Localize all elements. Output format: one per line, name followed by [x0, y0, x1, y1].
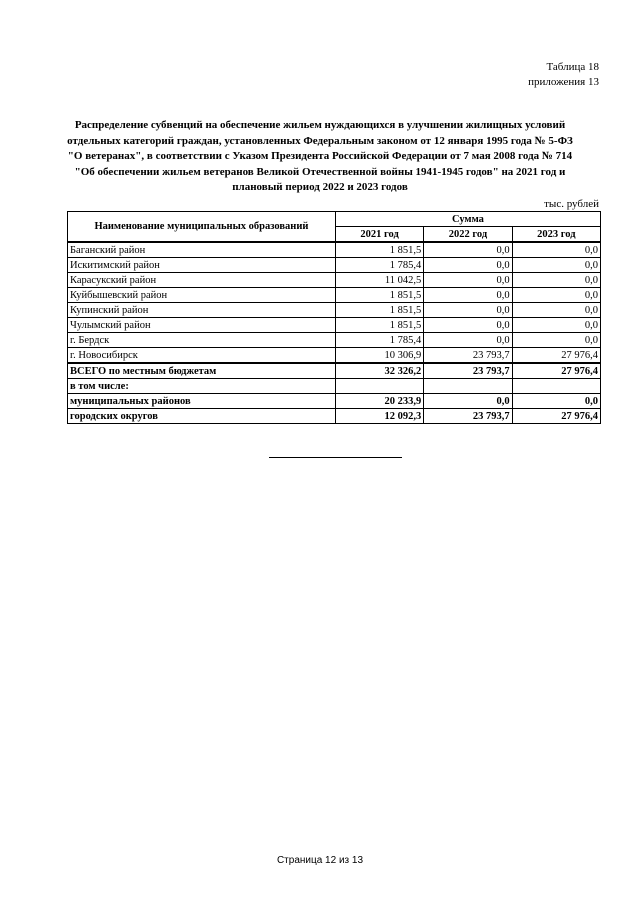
- table-row: [68, 273, 601, 288]
- total-label: ВСЕГО по местным бюджетам: [68, 363, 336, 379]
- value-2021: 1 851,5: [335, 288, 423, 303]
- sum-column-header: Сумма: [335, 212, 600, 227]
- table-row: [68, 242, 601, 258]
- municipality-name: Искитимский район: [68, 258, 336, 273]
- value-2021: 1 785,4: [335, 333, 423, 348]
- value-2023: 0,0: [512, 333, 600, 348]
- value-2023: 27 976,4: [512, 348, 600, 364]
- document-title: Распределение субвенций на обеспечение жильем нуждающихся в улучшении жилищных условий отдельных категорий граждан, установленных Федеральным законом от 12 января 1995 года № 5-ФЗ "О ветеранах", в соответствии с Указом Президента Российской Федерации от 7 мая 2008 года № 714 "Об обеспечении жильем ветеранов Великой Отечественной войны 1941-1945 годов" на 2021 год и плановый период 2022 и 2023 годов: [67, 119, 573, 193]
- value-2023: 0,0: [512, 303, 600, 318]
- municipal-2021: 20 233,9: [335, 394, 423, 409]
- empty-cell: [424, 379, 512, 394]
- including-label: в том числе:: [68, 379, 336, 394]
- value-2022: 0,0: [424, 303, 512, 318]
- municipality-name: Купинский район: [68, 303, 336, 318]
- value-2022: 0,0: [424, 288, 512, 303]
- value-2023: 0,0: [512, 273, 600, 288]
- value-2022: 0,0: [424, 273, 512, 288]
- municipality-name: г. Новосибирск: [68, 348, 336, 364]
- including-row: [68, 379, 601, 394]
- table-row: [68, 333, 601, 348]
- value-2021: 1 851,5: [335, 303, 423, 318]
- table-number: Таблица 18: [546, 61, 599, 73]
- separator-line: [269, 457, 402, 458]
- total-2021: 32 326,2: [335, 363, 423, 379]
- value-2022: 0,0: [424, 258, 512, 273]
- appendix-number: приложения 13: [528, 76, 599, 88]
- value-2021: 1 851,5: [335, 242, 423, 258]
- total-2023: 27 976,4: [512, 363, 600, 379]
- year-2023-header: 2023 год: [512, 227, 600, 243]
- empty-cell: [512, 379, 600, 394]
- municipal-districts-label: муниципальных районов: [68, 394, 336, 409]
- municipality-name: Карасукский район: [68, 273, 336, 288]
- municipality-name: г. Бердск: [68, 333, 336, 348]
- urban-districts-row: [68, 409, 601, 424]
- value-2021: 11 042,5: [335, 273, 423, 288]
- value-2023: 0,0: [512, 242, 600, 258]
- municipality-name: Чулымский район: [68, 318, 336, 333]
- year-2021-header: 2021 год: [335, 227, 423, 243]
- value-2023: 0,0: [512, 288, 600, 303]
- municipal-districts-row: [68, 394, 601, 409]
- subsidy-table: [67, 211, 601, 424]
- table-row: [68, 348, 601, 364]
- value-2022: 0,0: [424, 242, 512, 258]
- table-row: [68, 303, 601, 318]
- total-row: [68, 363, 601, 379]
- value-2021: 1 785,4: [335, 258, 423, 273]
- municipal-2023: 0,0: [512, 394, 600, 409]
- urban-2023: 27 976,4: [512, 409, 600, 424]
- value-2022: 0,0: [424, 318, 512, 333]
- municipal-2022: 0,0: [424, 394, 512, 409]
- urban-2021: 12 092,3: [335, 409, 423, 424]
- municipality-column-header: Наименование муниципальных образований: [68, 212, 336, 243]
- municipality-name: Куйбышевский район: [68, 288, 336, 303]
- table-caption: [528, 60, 599, 90]
- value-2023: 0,0: [512, 258, 600, 273]
- urban-districts-label: городских округов: [68, 409, 336, 424]
- table-row: [68, 258, 601, 273]
- value-2022: 0,0: [424, 333, 512, 348]
- value-2021: 10 306,9: [335, 348, 423, 364]
- page-number: Страница 12 из 13: [276, 855, 364, 866]
- value-2021: 1 851,5: [335, 318, 423, 333]
- municipality-name: Баганский район: [68, 242, 336, 258]
- table-row: [68, 318, 601, 333]
- urban-2022: 23 793,7: [424, 409, 512, 424]
- value-2022: 23 793,7: [424, 348, 512, 364]
- table-row: [68, 288, 601, 303]
- year-2022-header: 2022 год: [424, 227, 512, 243]
- empty-cell: [335, 379, 423, 394]
- total-2022: 23 793,7: [424, 363, 512, 379]
- units-label: тыс. рублей: [544, 198, 599, 210]
- value-2023: 0,0: [512, 318, 600, 333]
